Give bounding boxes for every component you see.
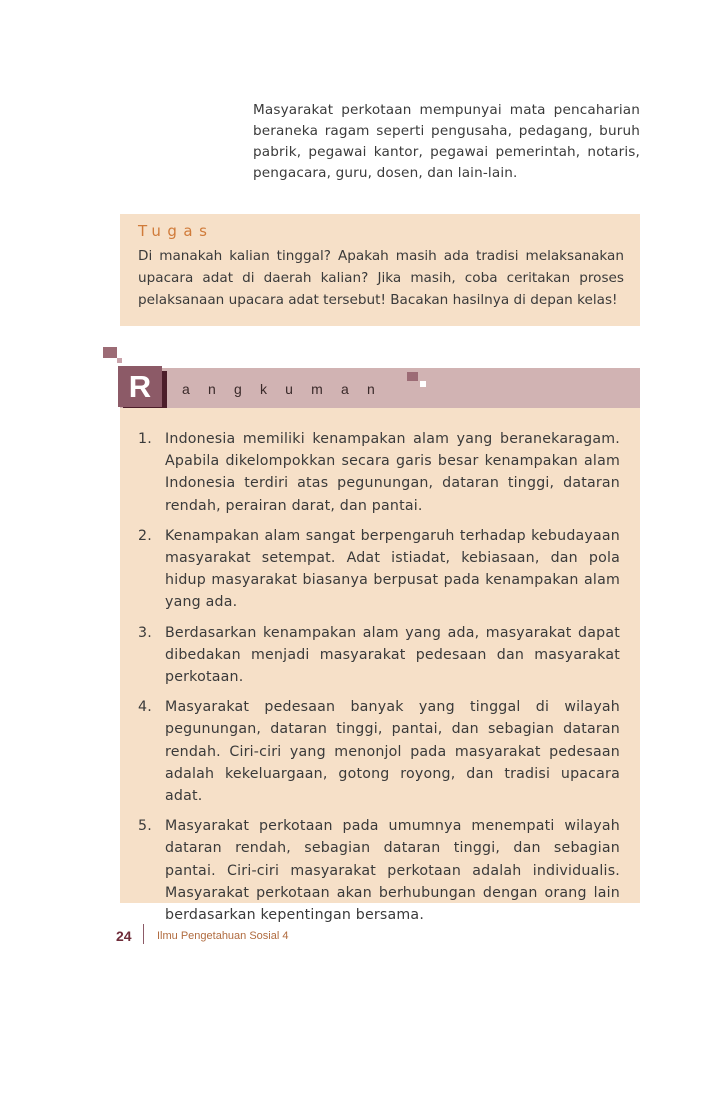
list-item xyxy=(120,525,620,614)
item-text: Indonesia memiliki kenampakan alam yang beranekaragam. Apabila dikelompokkan secara garis besar kenampakan alam Indonesia terdiri atas pegunungan, dataran tinggi, dataran rendah, perairan darat, dan pantai. xyxy=(165,431,620,514)
tugas-box xyxy=(120,214,640,326)
item-text: Masyarakat pedesaan banyak yang tinggal di wilayah pegunungan, dataran tinggi, pantai, dan sebagian dataran rendah. Ciri-ciri yang menonjol pada masyarakat pedesaan adalah kekeluargaan, gotong royong, dan tradisi upacara adat. xyxy=(165,699,620,805)
list-item xyxy=(120,696,620,807)
list-item xyxy=(120,815,620,926)
item-number: 4. xyxy=(138,699,152,716)
book-title: Ilmu Pengetahuan Sosial 4 xyxy=(157,930,289,942)
item-text: Masyarakat perkotaan pada umumnya menempati wilayah dataran rendah, sebagian dataran tinggi, dan sebagian pantai. Ciri-ciri masyarakat perkotaan adalah individualis. Masyarakat perkotaan akan berhubungan dengan orang lain berdasarkan kepentingan bersama. xyxy=(165,818,620,924)
rangkuman-list xyxy=(120,428,640,934)
item-number: 2. xyxy=(138,527,152,544)
item-text: Berdasarkan kenampakan alam yang ada, masyarakat dapat dibedakan menjadi masyarakat pedesaan dan masyarakat perkotaan. xyxy=(165,624,620,686)
decorative-square xyxy=(103,347,117,358)
item-number: 1. xyxy=(138,431,152,447)
footer-divider xyxy=(143,924,144,944)
tugas-body: Di manakah kalian tinggal? Apakah masih ada tradisi melaksanakan upacara adat di daerah kalian? Jika masih, coba ceritakan proses pelaksanaan upacara adat tersebut! Bacakan hasilnya di depan kelas! xyxy=(138,248,624,308)
rangkuman-box xyxy=(120,408,640,924)
item-text: Kenampakan alam sangat berpengaruh terhadap kebudayaan masyarakat setempat. Adat istiadat, kebiasaan, dan pola hidup masyarakat biasanya berpusat pada kenampakan alam yang ada. xyxy=(165,527,620,611)
rangkuman-title: angkuman xyxy=(182,381,393,397)
list-item xyxy=(120,622,620,689)
page-number: 24 xyxy=(116,928,132,944)
list-item xyxy=(120,428,620,517)
decorative-square xyxy=(420,381,426,387)
decorative-square xyxy=(407,372,418,381)
item-number: 5. xyxy=(138,818,152,835)
rangkuman-initial: R xyxy=(118,366,162,407)
tugas-title: Tugas xyxy=(138,222,214,240)
decorative-square xyxy=(117,358,122,363)
intro-paragraph: Masyarakat perkotaan mempunyai mata pencaharian beraneka ragam seperti pengusaha, pedagang, buruh pabrik, pegawai kantor, pegawai pemerintah, notaris, pengacara, guru, dosen, dan lain-lain. xyxy=(253,102,640,181)
item-number: 3. xyxy=(138,624,152,641)
